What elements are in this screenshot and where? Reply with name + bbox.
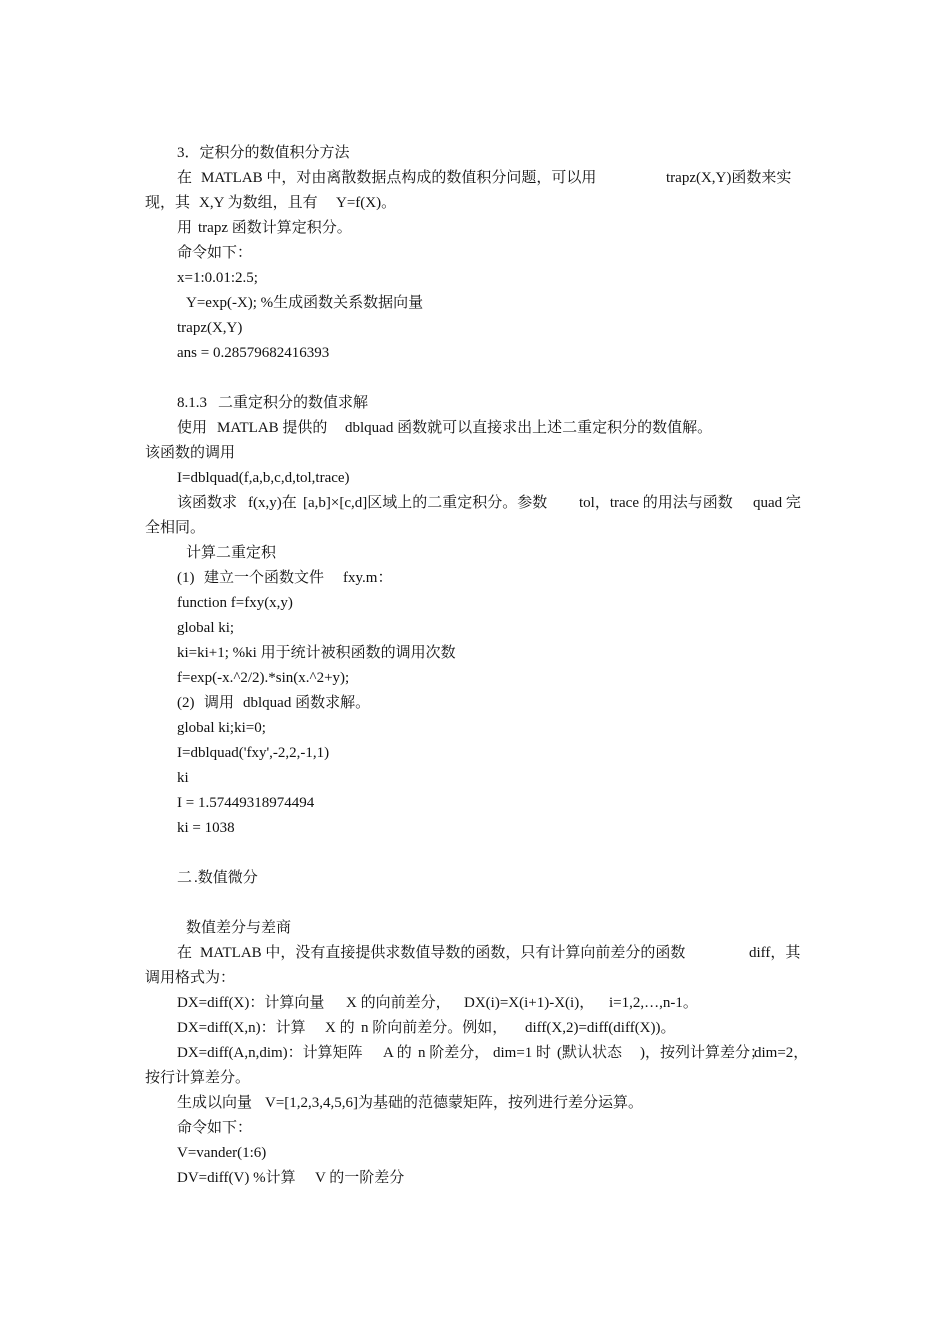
document-page: 3．定积分的数值积分方法 在 MATLAB 中，对由离散数据点构成的数值积分问题，可以用 trapz(X,Y)函数来实 现，其 X,Y 为数组，且有 Y=f(X)。 用 trapz 函数计算定积分。 命令如下： x=1:0.01:2.5; Y=exp(-X); %生成函数关系数据向量 trapz(X,Y) ans = 0.28579682416393 8.1.3 二重定积分的数值求解 使用 MATLAB 提供的 dblquad 函数就可以直接求出上述二重定积分的数值解。 该函数的调用 I=dblquad(f,a,b,c,d,tol,trace) 该函数求 f(x,y)在 [a,b]×[c,d]区域上的二重定积分。参数 tol，trace 的用法与函数 quad 完 全相同。 计算二重定积 (1) 建立一个函数文件 fxy.m： function f=fxy(x,y) global ki; ki=ki+1; %ki 用于统计被积函数的调用次数 f=exp(-x.^2/2).*sin(x.^2+y); (2) 调用 dblquad 函数求解。 global ki;ki=0; I=dblquad('fxy',-2,2,-1,1) ki I = 1.57449318974494 ki = 1038 二 .数值微分 数值差分与差商 在 MATLAB 中，没有直接提供求数值导数的函数，只有计算向前差分的函数 diff，其 调用格式为： DX=diff(X)：计算向量 X 的向前差分， DX(i)=X(i+1)-X(i)， i=1,2,…,n-1。 DX=diff(X,n)：计算 X 的 n 阶向前差分。例如， diff(X,2)=diff(diff(X))。 DX=diff(A,n,dim)：计算矩阵 A 的 n 阶差分， dim=1 时 (默认状态 )，按列计算差分； dim=2， 按行计算差分。 生成以向量 V=[1,2,3,4,5,6]为基础的范德蒙矩阵，按列进行差分运算。 命令如下： V=vander(1:6) DV=diff(V) %计算 V 的一阶差分 xyxy=(145,145,809,1186)
